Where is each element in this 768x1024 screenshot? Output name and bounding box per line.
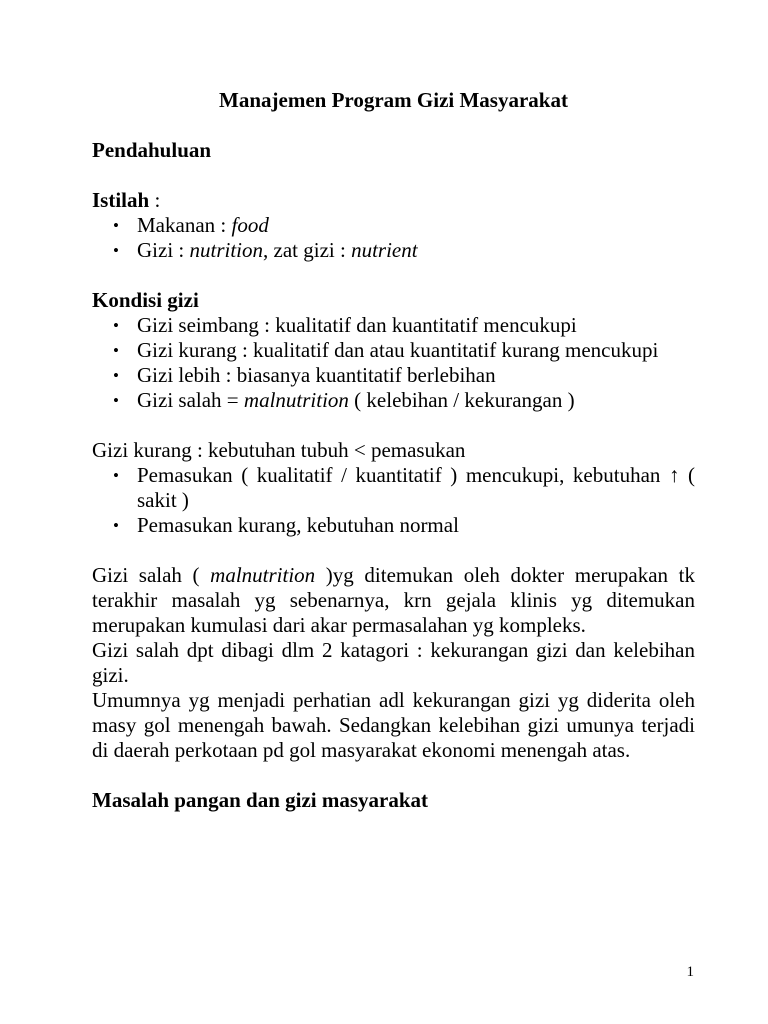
document-title: Manajemen Program Gizi Masyarakat [219, 88, 568, 112]
bullet-icon: • [113, 216, 119, 235]
list-item: • Gizi seimbang : kualitatif dan kuantitatif mencukupi [113, 313, 577, 337]
list-item: • Pemasukan kurang, kebutuhan normal [113, 513, 459, 537]
list-item: • Makanan : food [113, 213, 269, 237]
bullet-icon: • [113, 366, 119, 385]
paragraph-umumnya: Umumnya yg menjadi perhatian adl kekurangan gizi yg diderita oleh masy gol menengah bawah. Sedangkan kelebihan gizi umunya terjadi di daerah perkotaan pd gol masyarakat ekonomi menengah atas. [92, 688, 695, 762]
paragraph-malnutrition: Gizi salah ( malnutrition )yg ditemukan oleh dokter merupakan tk terakhir masalah yg sebenarnya, krn gejala klinis yg ditemukan merupakan kumulasi dari akar permasalahan yg kompleks. [92, 563, 695, 637]
bullet-icon: • [113, 241, 119, 260]
list-item: • Pemasukan ( kualitatif / kuantitatif ) mencukupi, kebutuhan ↑ ( sakit ) [113, 463, 695, 512]
bullet-icon: • [113, 341, 119, 360]
page-number: 1 [686, 964, 694, 980]
istilah-list [92, 213, 695, 263]
heading-kondisi-gizi: Kondisi gizi [92, 288, 199, 312]
bullet-icon: • [113, 391, 119, 410]
list-item: • Gizi salah = malnutrition ( kelebihan / kekurangan ) [113, 388, 575, 412]
list-item: • Gizi kurang : kualitatif dan atau kuantitatif kurang mencukupi [113, 338, 659, 362]
kondisi-list [92, 313, 695, 413]
gizi-kurang-list [92, 463, 695, 538]
bullet-icon: • [113, 316, 119, 335]
heading-pendahuluan: Pendahuluan [92, 138, 212, 162]
paragraph-kategori: Gizi salah dpt dibagi dlm 2 katagori : kekurangan gizi dan kelebihan gizi. [92, 638, 695, 687]
bullet-icon: • [113, 516, 119, 535]
gizi-kurang-intro: Gizi kurang : kebutuhan tubuh < pemasukan [92, 438, 466, 462]
heading-istilah: Istilah [92, 188, 150, 212]
list-item: • Gizi lebih : biasanya kuantitatif berlebihan [113, 363, 496, 387]
heading-masalah-pangan: Masalah pangan dan gizi masyarakat [92, 788, 429, 812]
istilah-line: Istilah : [92, 188, 161, 212]
list-item: • Gizi : nutrition, zat gizi : nutrient [113, 238, 418, 262]
document-body [92, 88, 695, 813]
bullet-icon: • [113, 466, 119, 485]
